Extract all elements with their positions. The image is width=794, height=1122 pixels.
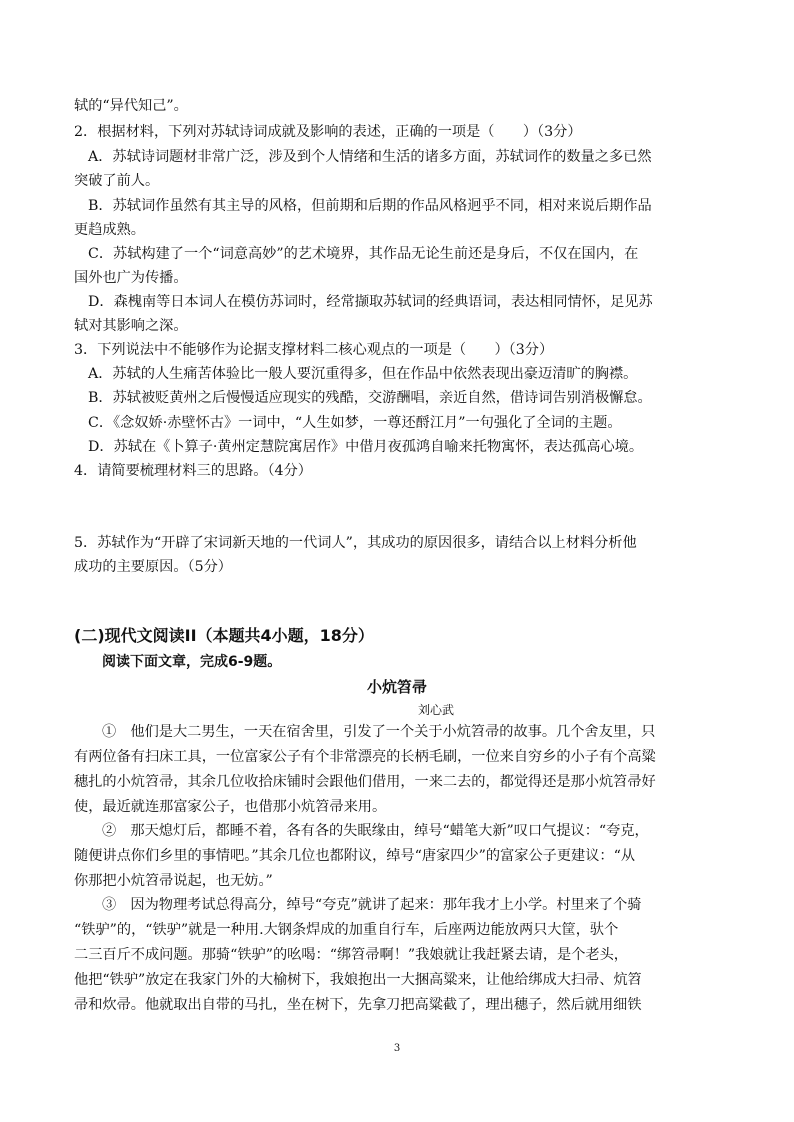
section-heading: (二)现代文阅读II（本题共4小题，18分）: [74, 626, 374, 645]
section-instruction: 阅读下面文章，完成6-9题。: [102, 654, 282, 670]
option-2a: A．苏轼诗词题材非常广泛，涉及到个人情绪和生活的诸多方面，苏轼词作的数量之多已然: [88, 149, 652, 165]
option-2b: B．苏轼词作虽然有其主导的风格，但前期和后期的作品风格迥乎不同，相对来说后期作品: [88, 198, 652, 214]
paragraph-3-line: “铁驴”的，“铁驴”就是一种用.大钢条焊成的加重自行车，后座两边能放两只大筐，驮个: [74, 922, 619, 938]
text-line: 轼的“异代知己”。: [74, 98, 188, 114]
story-author: 刘心武: [417, 703, 454, 717]
paragraph-1-line: 有两位备有扫床工具，一位富家公子有个非常漂亮的长柄毛刷，一位来自穷乡的小子有个高粱: [74, 749, 656, 765]
option-2c-cont: 国外也广为传播。: [74, 270, 188, 286]
paragraph-3-line: 他把“铁驴”放定在我家门外的大榆树下，我娘抱出一大捆高粱来，让他给绑成大扫帚、炕笤: [74, 972, 642, 988]
paragraph-2-line: 你那把小炕笤帚说起，也无妨。”: [74, 873, 273, 889]
paragraph-1-line: 穗扎的小炕笤帚，其余几位收拾床铺时会跟他们借用，一来二去的，都觉得还是那小炕笤帚好: [74, 774, 656, 790]
story-title: 小炕笤帚: [366, 678, 427, 696]
page-number: 3: [393, 1043, 401, 1054]
paragraph-2: ② 那天熄灯后，都睡不着，各有各的失眠缘由，绰号“蜡笔大新”叹口气提议：“夸克，: [102, 823, 649, 839]
paragraph-1: ① 他们是大二男生，一天在宿舍里，引发了一个关于小炕笤帚的故事。几个舍友里，只: [102, 724, 656, 740]
option-3d: D．苏轼在《卜算子·黄州定慧院寓居作》中借月夜孤鸿自喻来托物寓怀，表达孤高心境。: [88, 439, 644, 455]
question-5: 5．苏轼作为“开辟了宋词新天地的一代词人”，其成功的原因很多，请结合以上材料分析他: [74, 535, 637, 551]
option-2d: D．森槐南等日本词人在模仿苏词时，经常撷取苏轼词的经典语词，表达相同情怀，足见苏: [88, 294, 653, 310]
paragraph-3: ③ 因为物理考试总得高分，绰号“夸克”就讲了起来：那年我才上小学。村里来了个骑: [102, 897, 642, 913]
option-3b: B．苏轼被贬黄州之后慢慢适应现实的残酷，交游酬唱，亲近自然，借诗词告别消极懈怠。: [88, 390, 652, 406]
option-3c: C．《念奴娇·赤壁怀古》一词中，“人生如梦，一尊还酹江月”一句强化了全词的主题。: [88, 415, 622, 431]
paragraph-3-line: 帚和炊帚。他就取出自带的马扎，坐在树下，先拿刀把高粱截了，理出穗子，然后就用细铁: [74, 997, 642, 1013]
option-2a-cont: 突破了前人。: [74, 173, 160, 189]
option-2b-cont: 更趋成熟。: [74, 222, 145, 238]
question-2: 2．根据材料，下列对苏轼诗词成就及影响的表述，正确的一项是（ ）（3分）: [74, 124, 582, 140]
paragraph-3-line: 二三百斤不成问题。那骑“铁驴”的吆喝：“绑笤帚啊！”我娘就让我赶紧去请，是个老头，: [74, 947, 628, 963]
question-3: 3．下列说法中不能够作为论据支撑材料二核心观点的一项是（ ）（3分）: [74, 342, 554, 358]
question-4: 4．请简要梳理材料三的思路。（4分）: [74, 463, 312, 479]
paragraph-2-line: 随便讲点你们乡里的事情吧。”其余几位也都附议，绰号“唐家四少”的富家公子更建议：“从: [74, 848, 636, 864]
option-2d-cont: 轼对其影响之深。: [74, 318, 188, 334]
paragraph-1-line: 使，最近就连那富家公子，也借那小炕笤帚来用。: [74, 799, 387, 815]
option-2c: C．苏轼构建了一个“词意高妙”的艺术境界，其作品无论生前还是身后，不仅在国内，在: [88, 246, 639, 262]
question-5-cont: 成功的主要原因。（5分）: [74, 559, 232, 575]
option-3a: A．苏轼的人生痛苦体验比一般人要沉重得多，但在作品中依然表现出豪迈清旷的胸襟。: [88, 366, 638, 382]
